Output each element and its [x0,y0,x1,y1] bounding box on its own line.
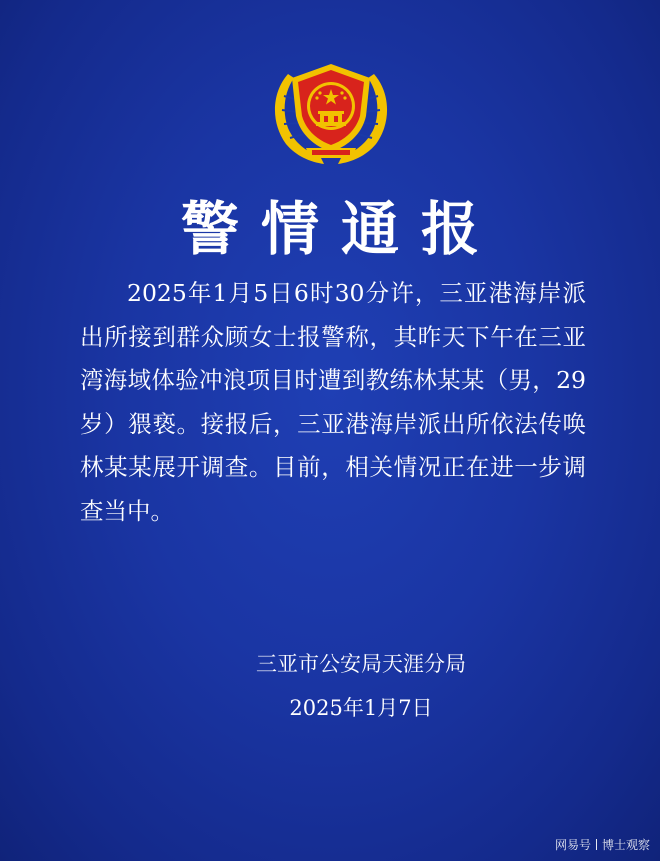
signature-org: 三亚市公安局天涯分局 [256,652,466,676]
signature-date: 2025年1月7日 [289,696,433,720]
source-watermark [555,836,650,853]
notice-title: 警情通报 [180,195,501,263]
police-emblem-icon [266,56,396,168]
watermark-divider [596,839,597,850]
notice-body: 2025年1月5日6时30分许，三亚港海岸派出所接到群众顾女士报警称，其昨天下午在三亚湾海域体验冲浪项目时遭到教练林某某（男，29岁）猥亵。接报后，三亚港海岸派出所依法传唤林某某展开调查。目前，相关情况正在进一步调查当中。 [80,279,586,525]
watermark-account: 博士观察 [601,838,650,852]
watermark-source: 网易号 [554,838,591,852]
